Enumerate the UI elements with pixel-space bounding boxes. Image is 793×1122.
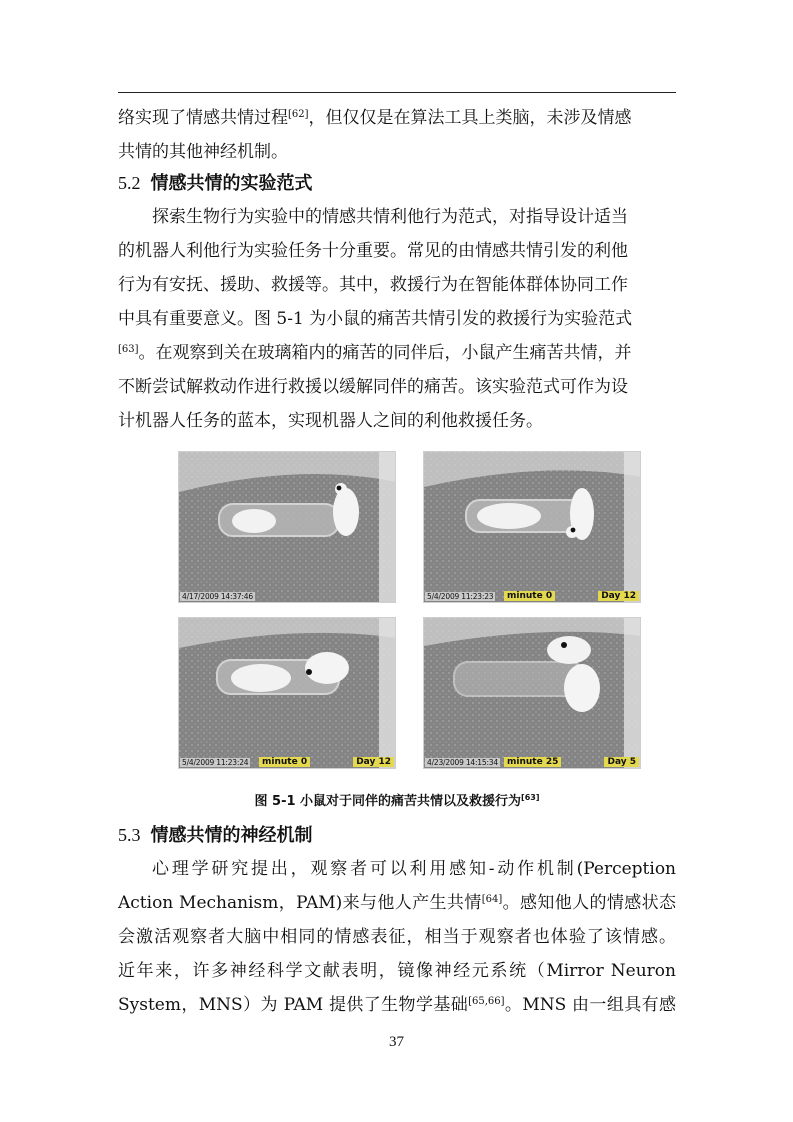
section-heading-5-3 <box>118 820 313 851</box>
text-span: System，MNS）为 PAM 提供了生物学基础 <box>118 995 469 1015</box>
text-line: 共情的其他神经机制。 <box>118 142 288 162</box>
page-number: 37 <box>389 1034 404 1050</box>
text-line <box>118 886 676 920</box>
photo-panel-1 <box>178 451 396 603</box>
text-line: 的机器人利他行为实验任务十分重要。常见的由情感共情引发的利他 <box>118 241 628 261</box>
photo-panel-4 <box>423 617 641 769</box>
timestamp: 5/4/2009 11:23:24 <box>182 758 249 767</box>
caption-text: 图 5-1 小鼠对于同伴的痛苦共情以及救援行为 <box>254 794 522 809</box>
minute-label: minute 0 <box>259 757 310 767</box>
text-span: 。感知他人的情感状态 <box>502 893 676 913</box>
text-line: 近年来，许多神经科学文献表明，镜像神经元系统（Mirror Neuron <box>118 961 676 981</box>
paragraph-continuation <box>118 101 676 169</box>
rat-photo <box>424 452 641 603</box>
text-line <box>118 988 676 1022</box>
section-number: 5.3 <box>118 825 141 845</box>
text-line: 计机器人任务的蓝本，实现机器人之间的利他救援任务。 <box>118 411 543 431</box>
paragraph-5-2 <box>118 200 676 438</box>
rat-photo <box>424 618 641 769</box>
text-line: 会激活观察者大脑中相同的情感表征，相当于观察者也体验了该情感。 <box>118 927 676 947</box>
section-title: 情感共情的实验范式 <box>150 173 313 194</box>
text-span: 络实现了情感共情过程 <box>118 108 288 128</box>
text-line: 中具有重要意义。图 5-1 为小鼠的痛苦共情引发的救援行为实验范式 <box>118 309 633 329</box>
text-span: Action Mechanism，PAM)来与他人产生共情 <box>118 893 482 913</box>
citation-ref: [63] <box>118 344 139 355</box>
figure-caption <box>118 790 676 809</box>
citation-ref: [65,66] <box>468 996 505 1007</box>
citation-ref: [63] <box>521 793 540 802</box>
rat-photo <box>179 618 396 769</box>
text-span: 。MNS 由一组具有感 <box>504 995 676 1015</box>
figure-5-1 <box>178 451 642 769</box>
section-heading-5-2 <box>118 168 313 199</box>
text-line <box>118 336 676 370</box>
section-number: 5.2 <box>118 173 141 193</box>
header-rule <box>118 92 676 93</box>
timestamp: 5/4/2009 11:23:23 <box>427 592 494 601</box>
photo-panel-2 <box>423 451 641 603</box>
text-line: 不断尝试解救动作进行救援以缓解同伴的痛苦。该实验范式可作为设 <box>118 377 628 397</box>
citation-ref: [64] <box>481 894 503 905</box>
day-label: Day 12 <box>353 757 394 767</box>
text-line: 行为有安抚、援助、救援等。其中，救援行为在智能体群体协同工作 <box>118 275 628 295</box>
citation-ref: [62] <box>288 109 309 120</box>
text-span: 。在观察到关在玻璃箱内的痛苦的同伴后，小鼠产生痛苦共情，并 <box>138 343 632 363</box>
rat-photo <box>179 452 396 603</box>
day-label: Day 5 <box>604 757 639 767</box>
minute-label: minute 0 <box>504 591 555 601</box>
paragraph-5-3 <box>118 852 676 1022</box>
section-title: 情感共情的神经机制 <box>150 825 313 846</box>
text-line: 探索生物行为实验中的情感共情利他行为范式，对指导设计适当 <box>152 207 628 227</box>
day-label: Day 12 <box>598 591 639 601</box>
text-line <box>118 101 676 135</box>
timestamp: 4/23/2009 14:15:34 <box>427 758 498 767</box>
text-line: 心理学研究提出，观察者可以利用感知-动作机制(Perception <box>152 859 676 879</box>
timestamp: 4/17/2009 14:37:46 <box>182 592 253 601</box>
minute-label: minute 25 <box>504 757 561 767</box>
text-span: ，但仅仅是在算法工具上类脑，未涉及情感 <box>308 108 632 128</box>
photo-panel-3 <box>178 617 396 769</box>
